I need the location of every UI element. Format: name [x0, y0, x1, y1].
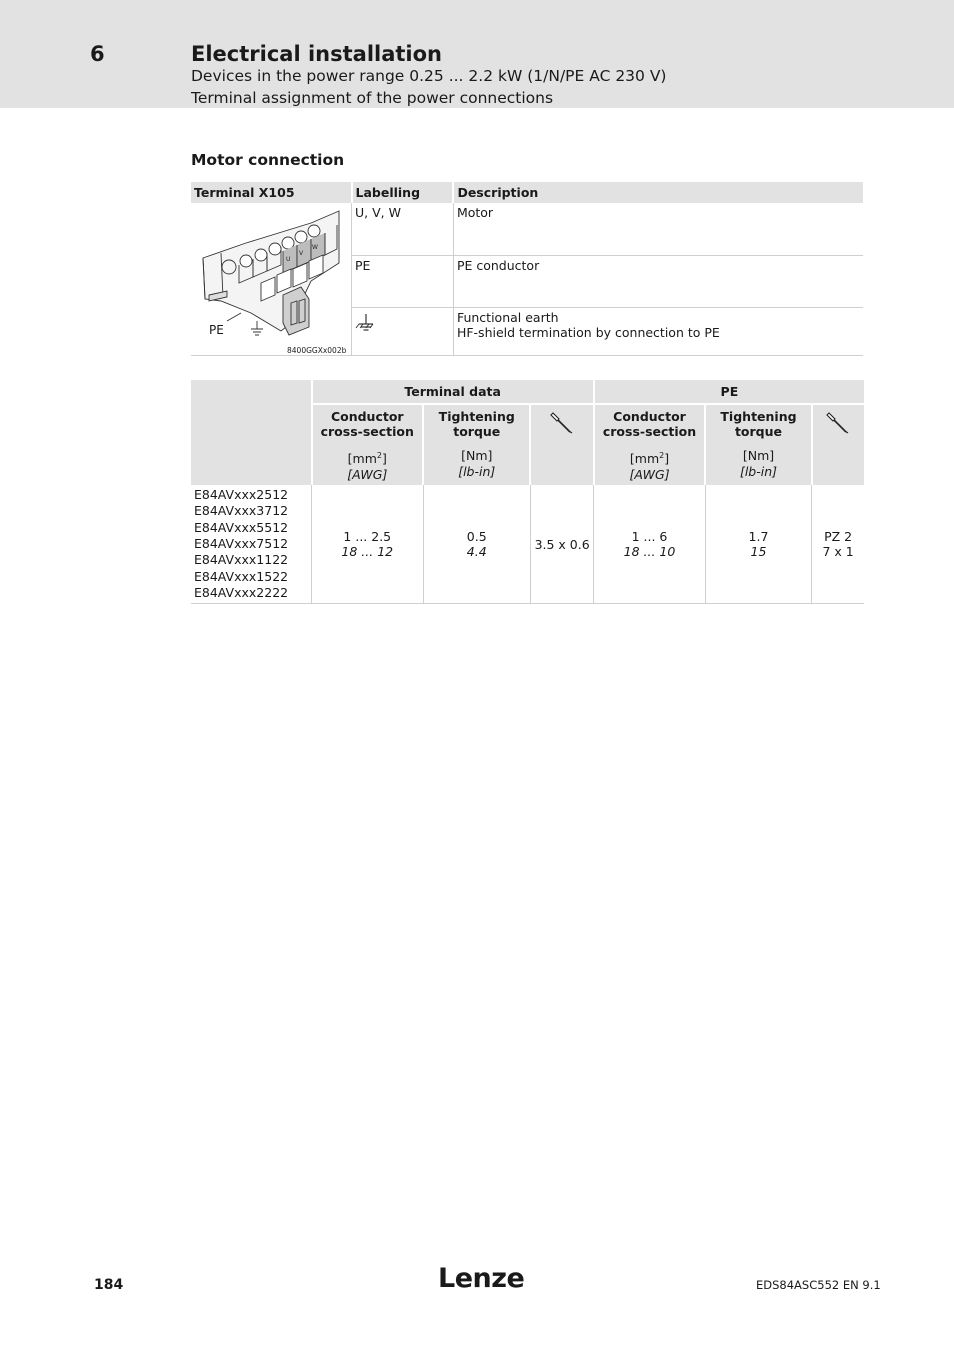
- section-heading: Motor connection: [191, 151, 345, 169]
- header-terminal: Terminal X105: [191, 182, 352, 203]
- description-line: Motor: [456, 205, 494, 220]
- value-mm2: 1 ... 6: [631, 529, 668, 545]
- description-line: Functional earth: [456, 309, 559, 325]
- unit-awg: [AWG]: [629, 467, 670, 483]
- unit-cell: [708, 448, 808, 480]
- chapter-title: Electrical installation: [191, 42, 442, 66]
- terminal-table-header: [191, 182, 863, 203]
- screwdriver-icon: [550, 410, 574, 434]
- terminal-screwdriver: 3.5 x 0.6: [530, 485, 593, 604]
- chapter-number: 6: [90, 42, 105, 66]
- unit-text: [mm: [629, 451, 660, 467]
- header-text: cross-section: [320, 424, 414, 439]
- header-torque: [423, 404, 530, 485]
- header-screwdriver: [530, 404, 593, 485]
- value-awg: 18 ... 10: [623, 544, 676, 560]
- row-labelling: [352, 307, 454, 355]
- image-pe-label: PE: [209, 323, 224, 337]
- model-item: E84AVxxx2222: [194, 584, 289, 600]
- unit-sup: 2: [376, 451, 382, 460]
- table-row: [191, 203, 863, 255]
- description-line: PE conductor: [456, 257, 540, 273]
- terminal-torque: [423, 485, 530, 604]
- pe-torque: [705, 485, 811, 604]
- value-mm2: 1 ... 2.5: [343, 529, 392, 545]
- value-nm: 1.7: [748, 529, 769, 545]
- terminal-data-table: [191, 380, 864, 604]
- row-labelling: PE: [352, 255, 454, 307]
- model-item: E84AVxxx7512: [194, 536, 289, 552]
- subtitle-line-1: Devices in the power range 0.25 ... 2.2 kW (1/N/PE AC 230 V): [191, 67, 667, 85]
- header-text: cross-section: [602, 424, 697, 439]
- unit-text: ]: [381, 451, 387, 467]
- model-list: [191, 485, 312, 604]
- unit-text: ]: [664, 451, 670, 467]
- header-labelling: Labelling: [352, 182, 454, 203]
- value-screwdriver: 7 x 1: [822, 544, 854, 560]
- row-description: [453, 203, 863, 255]
- row-description: [453, 255, 863, 307]
- header-pe-torque: [705, 404, 811, 485]
- lenze-logo: Lenze: [438, 1263, 525, 1294]
- image-caption: 8400GGXx002b: [287, 346, 347, 355]
- model-item: E84AVxxx1522: [194, 568, 289, 584]
- unit-sup: 2: [659, 451, 665, 460]
- header-conductor: [312, 404, 423, 485]
- document-id: EDS84ASC552 EN 9.1: [756, 1278, 881, 1292]
- unit-cell: [426, 448, 527, 480]
- value-lbin: 15: [750, 544, 767, 560]
- header-description: Description: [453, 182, 863, 203]
- terminal-image-cell: [191, 203, 352, 356]
- group-pe: PE: [594, 380, 864, 404]
- header-text: Tightening: [720, 409, 797, 424]
- blank-header: [191, 380, 312, 485]
- unit-lbin: [lb-in]: [458, 464, 496, 479]
- header-pe-conductor: [594, 404, 705, 485]
- header-pe-screwdriver: [812, 404, 864, 485]
- row-labelling: U, V, W: [352, 203, 454, 255]
- header-text: torque: [453, 424, 501, 439]
- page-number: 184: [94, 1277, 124, 1293]
- header-text: torque: [734, 424, 783, 439]
- terminal-mark-u: U: [286, 256, 291, 263]
- unit-awg: [AWG]: [347, 467, 388, 483]
- terminal-mark-w: W: [312, 244, 318, 251]
- value-lbin: 4.4: [466, 544, 487, 560]
- unit-lbin: [lb-in]: [739, 464, 778, 479]
- screwdriver-icon: [826, 410, 850, 434]
- terminal-table: [191, 182, 863, 356]
- unit-cell: [597, 448, 702, 483]
- model-item: E84AVxxx2512: [194, 487, 289, 503]
- functional-earth-icon: [355, 312, 377, 332]
- subtitle-line-2: Terminal assignment of the power connections: [191, 89, 554, 107]
- group-header-row: [191, 380, 864, 404]
- row-description: [453, 307, 863, 355]
- pe-screwdriver: [812, 485, 864, 604]
- pe-cross-section: [594, 485, 705, 604]
- header-text: Conductor: [613, 409, 686, 424]
- terminal-mark-v: V: [299, 250, 304, 257]
- model-item: E84AVxxx5512: [194, 519, 289, 535]
- group-terminal-data: Terminal data: [312, 380, 594, 404]
- unit-nm: [Nm]: [461, 448, 493, 463]
- header-text: Conductor: [330, 409, 404, 424]
- model-item: E84AVxxx1122: [194, 552, 289, 568]
- unit-text: [mm: [347, 451, 377, 467]
- model-item: E84AVxxx3712: [194, 503, 289, 519]
- terminal-cross-section: [312, 485, 423, 604]
- value-nm: 0.5: [466, 529, 487, 545]
- unit-nm: [Nm]: [742, 448, 775, 463]
- value-screwdriver: PZ 2: [824, 529, 853, 545]
- value-awg: 18 ... 12: [341, 544, 394, 560]
- unit-cell: [315, 448, 420, 483]
- description-line: HF-shield termination by connection to PE: [456, 324, 720, 340]
- table-row: [191, 485, 864, 604]
- header-text: Tightening: [438, 409, 515, 424]
